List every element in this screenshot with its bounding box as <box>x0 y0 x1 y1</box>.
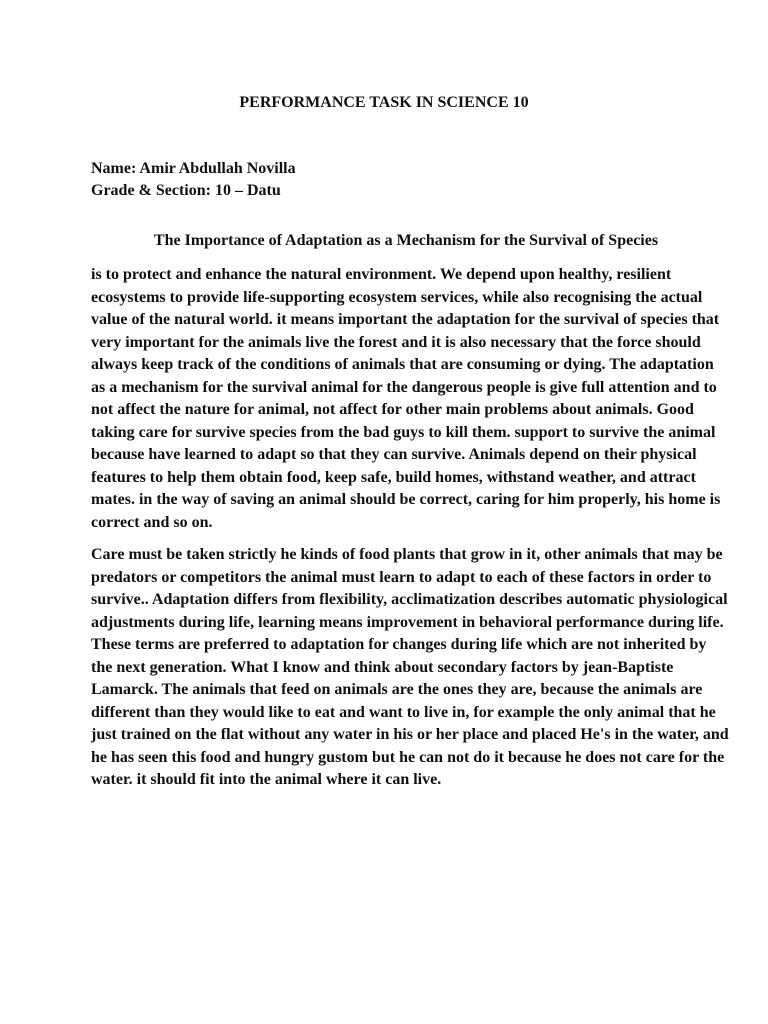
paragraph: is to protect and enhance the natural environment. We depend upon healthy, resilient ecosystems to provide life-supporting ecosystem services, while also recognising the actual value of the natural world. it means important the adaptation for the survival of species that very important for the animals live the forest and it is also necessary that the force should always keep track of the conditions of animals that are consuming or dying. The adaptation as a mechanism for the survival animal for the dangerous people is give full attention and to not affect the nature for animal, not affect for other main problems about animals. Good taking care for survive species from the bad guys to kill them. support to survive the animal because have learned to adapt so that they can survive. Animals depend on their physical features to help them obtain food, keep safe, build homes, withstand weather, and attract mates. in the way of saving an animal should be correct, caring for him properly, his home is correct and so on. <box>91 266 721 531</box>
student-info <box>91 158 296 202</box>
essay-body <box>91 264 731 802</box>
document-title: PERFORMANCE TASK IN SCIENCE 10 <box>239 94 529 111</box>
grade-section: Grade & Section: 10 – Datu <box>91 182 281 199</box>
student-name: Name: Amir Abdullah Novilla <box>91 160 296 177</box>
paragraph: Care must be taken strictly he kinds of food plants that grow in it, other animals that may be predators or competitors the animal must learn to adapt to each of these factors in order to survive.. Adaptation differs from flexibility, acclimatization describes automatic physiological adjustments during life, learning means improvement in behavioral performance during life. These terms are preferred to adaptation for changes during life which are not inherited by the next generation. What I know and think about secondary factors by jean-Baptiste Lamarck. The animals that feed on animals are the ones they are, because the animals are different than they would like to eat and want to live in, for example the only animal that he just trained on the flat without any water in his or her place and placed He's in the water, and he has seen this food and hungry gustom but he can not do it because he does not care for the water. it should fit into the animal where it can live. <box>91 546 729 788</box>
essay-title: The Importance of Adaptation as a Mechanism for the Survival of Species <box>153 232 659 249</box>
